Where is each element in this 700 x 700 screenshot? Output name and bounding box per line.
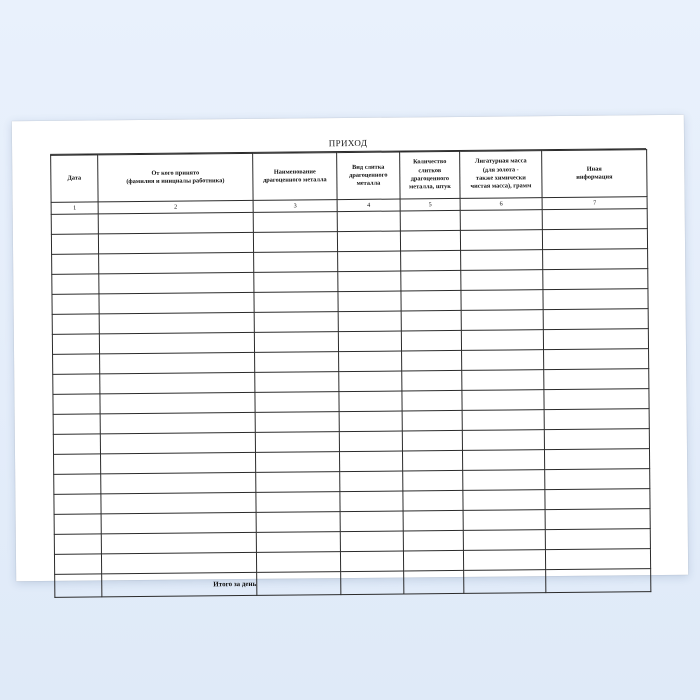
table-cell-alloy-mass[interactable]	[463, 530, 545, 551]
table-cell-other-info[interactable]	[545, 529, 650, 550]
table-cell-date[interactable]	[52, 334, 99, 354]
sheet-content	[50, 135, 650, 589]
table-cell-from-whom[interactable]	[99, 332, 254, 353]
column-header-metal-name: Наименование драгоценного металла	[253, 153, 337, 201]
table-cell-other-info[interactable]	[544, 429, 649, 450]
table-cell-from-whom[interactable]	[99, 312, 254, 333]
table-cell-alloy-mass[interactable]	[461, 310, 543, 331]
column-header-ingot-type: Вид слитка драгоценного металла	[337, 152, 400, 200]
table-cell-alloy-mass[interactable]	[462, 430, 544, 451]
table-cell-metal-name[interactable]	[255, 392, 339, 413]
total-cell-ingot-type[interactable]	[341, 571, 404, 595]
table-cell-from-whom[interactable]	[100, 412, 255, 433]
table-cell-other-info[interactable]	[544, 409, 649, 430]
total-row	[55, 569, 651, 598]
table-cell-ingot-count[interactable]	[403, 470, 463, 491]
table-cell-alloy-mass[interactable]	[461, 330, 543, 351]
table-cell-ingot-count[interactable]	[401, 330, 461, 351]
table-cell-from-whom[interactable]	[100, 352, 255, 373]
header-row	[51, 150, 647, 203]
table-cell-date[interactable]	[54, 534, 101, 554]
table-cell-ingot-count[interactable]	[403, 490, 463, 511]
table-cell-date[interactable]	[52, 314, 99, 334]
table-cell-ingot-type[interactable]	[338, 271, 401, 292]
table-cell-date[interactable]	[53, 434, 100, 454]
table-head	[51, 150, 648, 215]
table-cell-metal-name[interactable]	[254, 252, 338, 273]
table-cell-ingot-type[interactable]	[339, 411, 402, 432]
table-cell-metal-name[interactable]	[254, 332, 338, 353]
table-cell-metal-name[interactable]	[254, 312, 338, 333]
table-cell-other-info[interactable]	[544, 349, 649, 370]
table-cell-ingot-count[interactable]	[400, 210, 460, 231]
table-cell-from-whom[interactable]	[98, 212, 253, 233]
table-cell-ingot-type[interactable]	[340, 531, 403, 552]
table-cell-other-info[interactable]	[543, 289, 648, 310]
table-cell-date[interactable]	[54, 554, 101, 574]
table-cell-metal-name[interactable]	[256, 552, 340, 573]
table-cell-from-whom[interactable]	[101, 492, 256, 513]
table-cell-date[interactable]	[51, 214, 98, 234]
table-cell-from-whom[interactable]	[101, 452, 256, 473]
table-cell-alloy-mass[interactable]	[463, 490, 545, 511]
table-cell-date[interactable]	[51, 234, 98, 254]
table-cell-from-whom[interactable]	[101, 512, 256, 533]
table-cell-from-whom[interactable]	[100, 432, 255, 453]
table-cell-date[interactable]	[53, 374, 100, 394]
column-number-2: 2	[98, 200, 253, 213]
table-cell-other-info[interactable]	[544, 369, 649, 390]
table-cell-date[interactable]	[53, 414, 100, 434]
table-cell-ingot-type[interactable]	[340, 491, 403, 512]
column-number-4: 4	[337, 199, 400, 212]
table-cell-ingot-count[interactable]	[400, 230, 460, 251]
table-cell-date[interactable]	[53, 394, 100, 414]
table-cell-from-whom[interactable]	[99, 292, 254, 313]
table-cell-date[interactable]	[52, 294, 99, 314]
table-cell-alloy-mass[interactable]	[462, 370, 544, 391]
table-cell-ingot-type[interactable]	[337, 211, 400, 232]
table-cell-ingot-count[interactable]	[402, 390, 462, 411]
table-cell-date[interactable]	[52, 254, 99, 274]
table-cell-ingot-type[interactable]	[339, 371, 402, 392]
table-cell-alloy-mass[interactable]	[461, 270, 543, 291]
table-cell-metal-name[interactable]	[254, 292, 338, 313]
table-cell-alloy-mass[interactable]	[463, 510, 545, 531]
table-cell-metal-name[interactable]	[255, 452, 339, 473]
table-cell-date[interactable]	[52, 274, 99, 294]
column-header-from-whom: От кого принято (фамилия и инициалы работника)	[98, 153, 253, 201]
table-cell-from-whom[interactable]	[98, 232, 253, 253]
column-header-ingot-count: Количество слитков драгоценного металла, штук	[400, 151, 460, 199]
table-cell-metal-name[interactable]	[255, 412, 339, 433]
table-cell-alloy-mass[interactable]	[463, 470, 545, 491]
section-title: ПРИХОД	[50, 135, 646, 155]
table-cell-ingot-type[interactable]	[340, 471, 403, 492]
table-cell-alloy-mass[interactable]	[462, 390, 544, 411]
table-cell-other-info[interactable]	[545, 489, 650, 510]
column-header-other-info: Иная информация	[542, 150, 647, 198]
table-cell-ingot-count[interactable]	[401, 310, 461, 331]
table-cell-ingot-count[interactable]	[403, 510, 463, 531]
table-cell-alloy-mass[interactable]	[461, 290, 543, 311]
table-cell-alloy-mass[interactable]	[462, 410, 544, 431]
table-cell-ingot-type[interactable]	[339, 431, 402, 452]
table-cell-ingot-type[interactable]	[339, 451, 402, 472]
table-cell-from-whom[interactable]	[99, 252, 254, 273]
table-cell-from-whom[interactable]	[100, 392, 255, 413]
column-number-7: 7	[542, 197, 647, 210]
column-header-alloy-mass: Лигатурная масса (для золота - также химически чистая масса), грамм	[460, 151, 542, 199]
table-cell-metal-name[interactable]	[256, 532, 340, 553]
table-cell-ingot-count[interactable]	[401, 290, 461, 311]
total-cell-alloy-mass[interactable]	[464, 570, 546, 594]
table-cell-ingot-type[interactable]	[338, 311, 401, 332]
table-cell-alloy-mass[interactable]	[462, 450, 544, 471]
table-cell-metal-name[interactable]	[256, 512, 340, 533]
table-cell-from-whom[interactable]	[101, 472, 256, 493]
paper-sheet	[12, 115, 688, 589]
table-cell-ingot-type[interactable]	[340, 551, 403, 572]
table-cell-date[interactable]	[54, 494, 101, 514]
table-cell-date[interactable]	[54, 514, 101, 534]
table-cell-ingot-count[interactable]	[401, 250, 461, 271]
ledger-table	[50, 149, 651, 598]
table-cell-from-whom[interactable]	[100, 372, 255, 393]
table-cell-metal-name[interactable]	[254, 272, 338, 293]
table-cell-ingot-count[interactable]	[402, 450, 462, 471]
table-cell-alloy-mass[interactable]	[460, 230, 542, 251]
column-number-1: 1	[51, 202, 98, 214]
table-cell-metal-name[interactable]	[255, 372, 339, 393]
table-cell-ingot-type[interactable]	[339, 391, 402, 412]
table-cell-other-info[interactable]	[543, 309, 648, 330]
table-cell-ingot-type[interactable]	[337, 231, 400, 252]
total-row-label: Итого за день	[102, 572, 257, 596]
table-cell-ingot-count[interactable]	[401, 270, 461, 291]
table-cell-ingot-count[interactable]	[402, 370, 462, 391]
total-cell-date[interactable]	[55, 574, 102, 597]
table-cell-other-info[interactable]	[543, 249, 648, 270]
table-cell-alloy-mass[interactable]	[460, 210, 542, 231]
table-cell-ingot-count[interactable]	[402, 430, 462, 451]
table-cell-ingot-count[interactable]	[402, 410, 462, 431]
table-cell-from-whom[interactable]	[101, 552, 256, 573]
table-cell-metal-name[interactable]	[253, 232, 337, 253]
table-cell-alloy-mass[interactable]	[462, 350, 544, 371]
table-cell-from-whom[interactable]	[101, 532, 256, 553]
table-cell-ingot-count[interactable]	[403, 550, 463, 571]
table-cell-other-info[interactable]	[543, 329, 648, 350]
table-cell-ingot-type[interactable]	[338, 331, 401, 352]
table-cell-ingot-type[interactable]	[338, 291, 401, 312]
column-number-3: 3	[253, 200, 337, 213]
table-cell-metal-name[interactable]	[255, 432, 339, 453]
table-cell-other-info[interactable]	[545, 549, 650, 570]
table-cell-ingot-count[interactable]	[402, 350, 462, 371]
table-cell-other-info[interactable]	[542, 229, 647, 250]
table-cell-other-info[interactable]	[545, 469, 650, 490]
table-cell-date[interactable]	[53, 354, 100, 374]
total-cell-metal-name[interactable]	[257, 572, 341, 596]
table-cell-ingot-count[interactable]	[403, 530, 463, 551]
table-cell-ingot-type[interactable]	[340, 511, 403, 532]
table-foot	[55, 569, 651, 598]
table-cell-other-info[interactable]	[545, 509, 650, 530]
column-number-5: 5	[400, 198, 460, 211]
table-cell-from-whom[interactable]	[99, 272, 254, 293]
table-cell-ingot-type[interactable]	[338, 251, 401, 272]
total-cell-ingot-count[interactable]	[404, 570, 464, 594]
table-body	[51, 209, 650, 575]
table-cell-date[interactable]	[54, 454, 101, 474]
table-cell-alloy-mass[interactable]	[461, 250, 543, 271]
table-cell-alloy-mass[interactable]	[463, 550, 545, 571]
column-header-date: Дата	[51, 155, 98, 202]
table-cell-other-info[interactable]	[543, 269, 648, 290]
table-cell-metal-name[interactable]	[256, 492, 340, 513]
table-cell-ingot-type[interactable]	[339, 351, 402, 372]
column-number-6: 6	[460, 198, 542, 211]
table-cell-metal-name[interactable]	[253, 212, 337, 233]
table-cell-date[interactable]	[54, 474, 101, 494]
table-cell-metal-name[interactable]	[256, 472, 340, 493]
table-cell-other-info[interactable]	[542, 209, 647, 230]
total-cell-other-info[interactable]	[546, 569, 651, 593]
table-cell-other-info[interactable]	[544, 449, 649, 470]
table-cell-metal-name[interactable]	[255, 352, 339, 373]
table-cell-other-info[interactable]	[544, 389, 649, 410]
